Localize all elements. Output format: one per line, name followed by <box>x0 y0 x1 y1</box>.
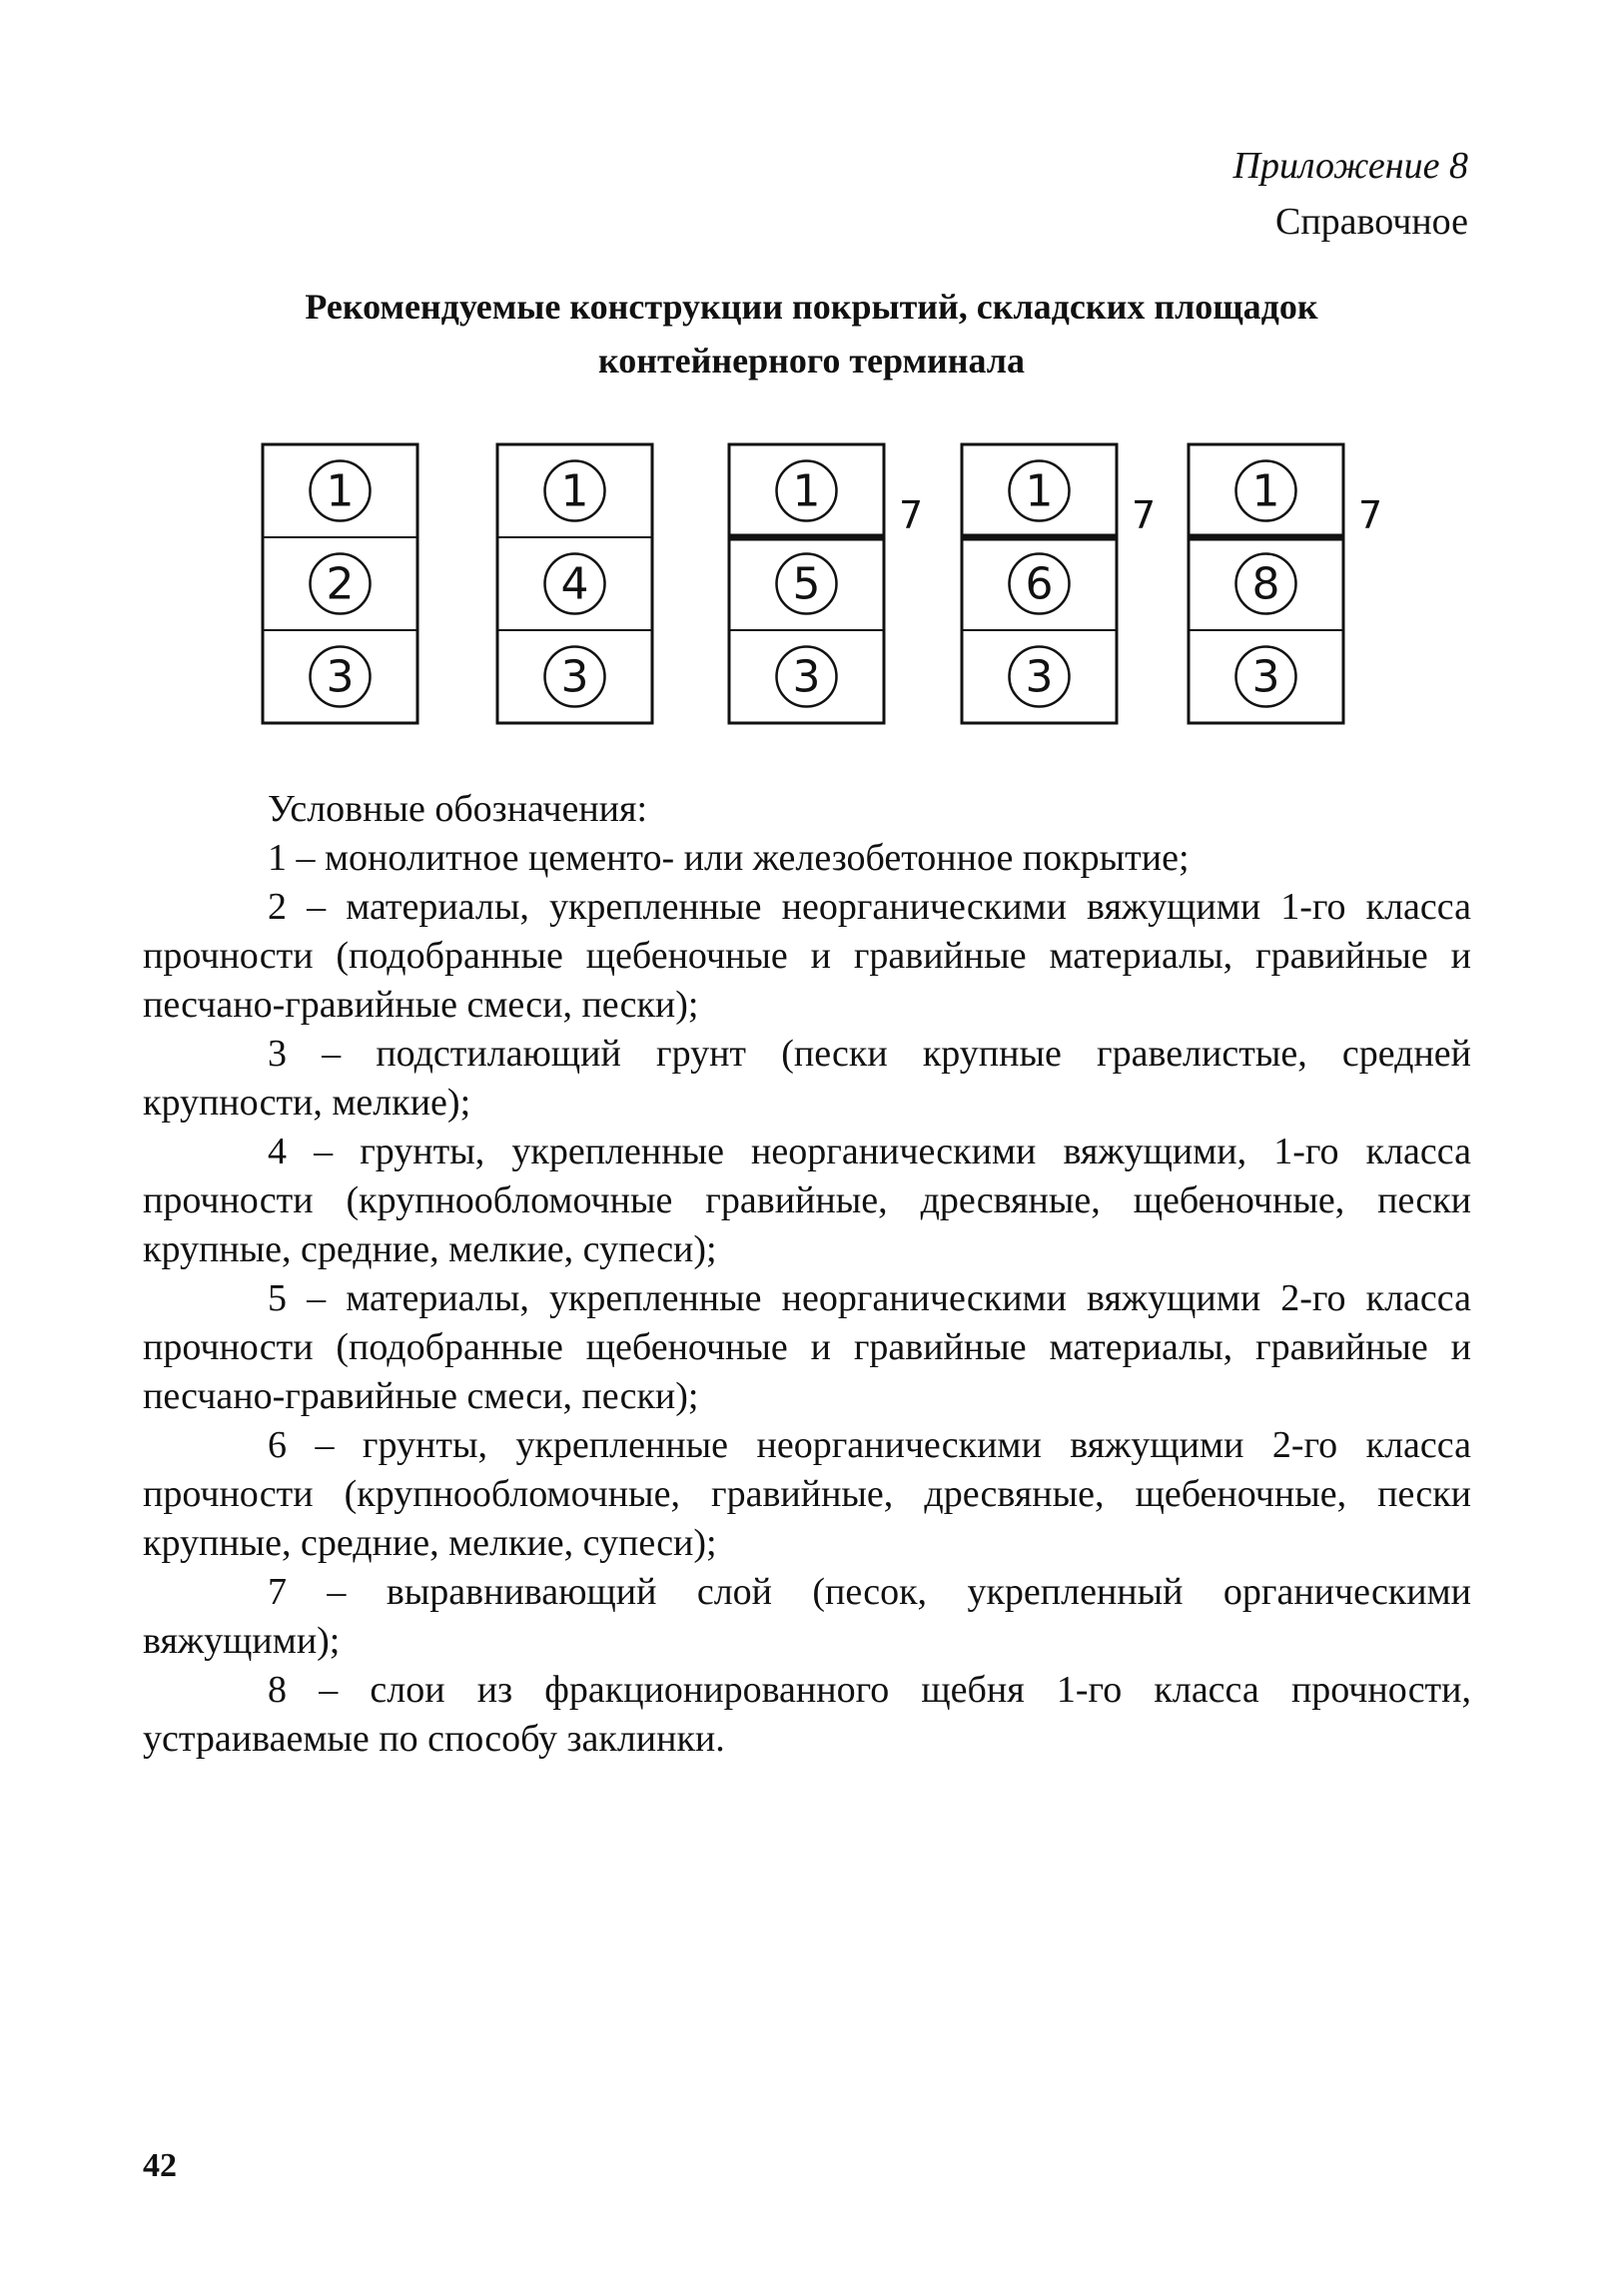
scheme-3-frame <box>729 444 884 723</box>
scheme-4-layer-2-label: 6 <box>1025 558 1054 610</box>
scheme-3-layer-2-label: 5 <box>792 558 821 610</box>
scheme-5-interlayer-label: 7 <box>1358 493 1383 537</box>
scheme-5-layer-3-label: 3 <box>1251 651 1280 703</box>
scheme-5-frame <box>1189 444 1343 723</box>
legend-item-6: 6 – грунты, укрепленные неорганическими вяжущими 2-го класса прочности (крупнообломочные, гравийные, дресвяные, щебеночные, пески крупные, средние, мелкие, супеси); <box>143 1424 1471 1564</box>
page-title <box>0 280 1623 387</box>
legend <box>143 785 1471 1764</box>
legend-item-2: 2 – материалы, укрепленные неорганическими вяжущими 1-го класса прочности (подобранные щебеночные и гравийные материалы, гравийные и песчано-гравийные смеси, пески); <box>143 886 1471 1026</box>
scheme-3-layer-3-circle <box>777 647 837 707</box>
scheme-5-layer-2-circle <box>1236 554 1296 614</box>
scheme-4-interlayer-label: 7 <box>1132 493 1157 537</box>
legend-item-7: 7 – выравнивающий слой (песок, укрепленный органическими вяжущими); <box>143 1571 1471 1662</box>
scheme-1-layer-2-circle <box>311 554 371 614</box>
scheme-2-layer-2-circle <box>545 554 605 614</box>
scheme-4-frame <box>962 444 1117 723</box>
scheme-2-frame <box>497 444 652 723</box>
scheme-1-layer-1-label: 1 <box>326 465 355 517</box>
scheme-2-layer-3-label: 3 <box>560 651 589 703</box>
legend-caption: Условные обозначения: <box>268 788 648 830</box>
legend-item-3: 3 – подстилающий грунт (пески крупные гравелистые, средней крупности, мелкие); <box>143 1033 1471 1124</box>
appendix-status: Справочное <box>1274 201 1468 243</box>
scheme-2-layer-3-circle <box>545 647 605 707</box>
scheme-3-interlayer-label: 7 <box>899 493 924 537</box>
page-number: 42 <box>143 2147 177 2184</box>
appendix-number: Приложение 8 <box>1232 145 1468 187</box>
scheme-5-layer-3-circle <box>1236 647 1296 707</box>
scheme-4-layer-3-circle <box>1010 647 1070 707</box>
scheme-1-layer-3-label: 3 <box>326 651 355 703</box>
scheme-3-layer-2-circle <box>777 554 837 614</box>
scheme-3-layer-3-label: 3 <box>792 651 821 703</box>
legend-item-4: 4 – грунты, укрепленные неорганическими вяжущими, 1-го класса прочности (крупнообломочные гравийные, дресвяные, щебеночные, пески крупные, средние, мелкие, супеси); <box>143 1131 1471 1270</box>
legend-item-5: 5 – материалы, укрепленные неорганическими вяжущими 2-го класса прочности (подобранные щебеночные и гравийные материалы, гравийные и песчано-гравийные смеси, пески); <box>143 1277 1471 1417</box>
scheme-3-layer-1-label: 1 <box>792 465 821 517</box>
page-title-line-2: контейнерного терминала <box>597 341 1025 381</box>
scheme-1-layer-2-label: 2 <box>326 558 355 610</box>
scheme-5-layer-2-label: 8 <box>1251 558 1280 610</box>
scheme-4-layer-2-circle <box>1010 554 1070 614</box>
page-title-line-1: Рекомендуемые конструкции покрытий, складских площадок <box>305 287 1318 327</box>
scheme-1-layer-1-circle <box>311 461 371 521</box>
scheme-3-layer-1-circle <box>777 461 837 521</box>
scheme-5-layer-1-label: 1 <box>1251 465 1280 517</box>
scheme-4-layer-3-label: 3 <box>1025 651 1054 703</box>
scheme-5-layer-1-circle <box>1236 461 1296 521</box>
appendix-header <box>1233 138 1468 250</box>
scheme-1-layer-3-circle <box>311 647 371 707</box>
scheme-2-layer-1-circle <box>545 461 605 521</box>
legend-item-8: 8 – слои из фракционированного щебня 1-го класса прочности, устраиваемые по способу заклинки. <box>143 1669 1471 1760</box>
scheme-1-frame <box>263 444 417 723</box>
scheme-2-layer-2-label: 4 <box>560 558 589 610</box>
scheme-4-layer-1-label: 1 <box>1025 465 1054 517</box>
scheme-4-layer-1-circle <box>1010 461 1070 521</box>
legend-item-1: 1 – монолитное цементо- или железобетонное покрытие; <box>268 837 1190 879</box>
scheme-2-layer-1-label: 1 <box>560 465 589 517</box>
